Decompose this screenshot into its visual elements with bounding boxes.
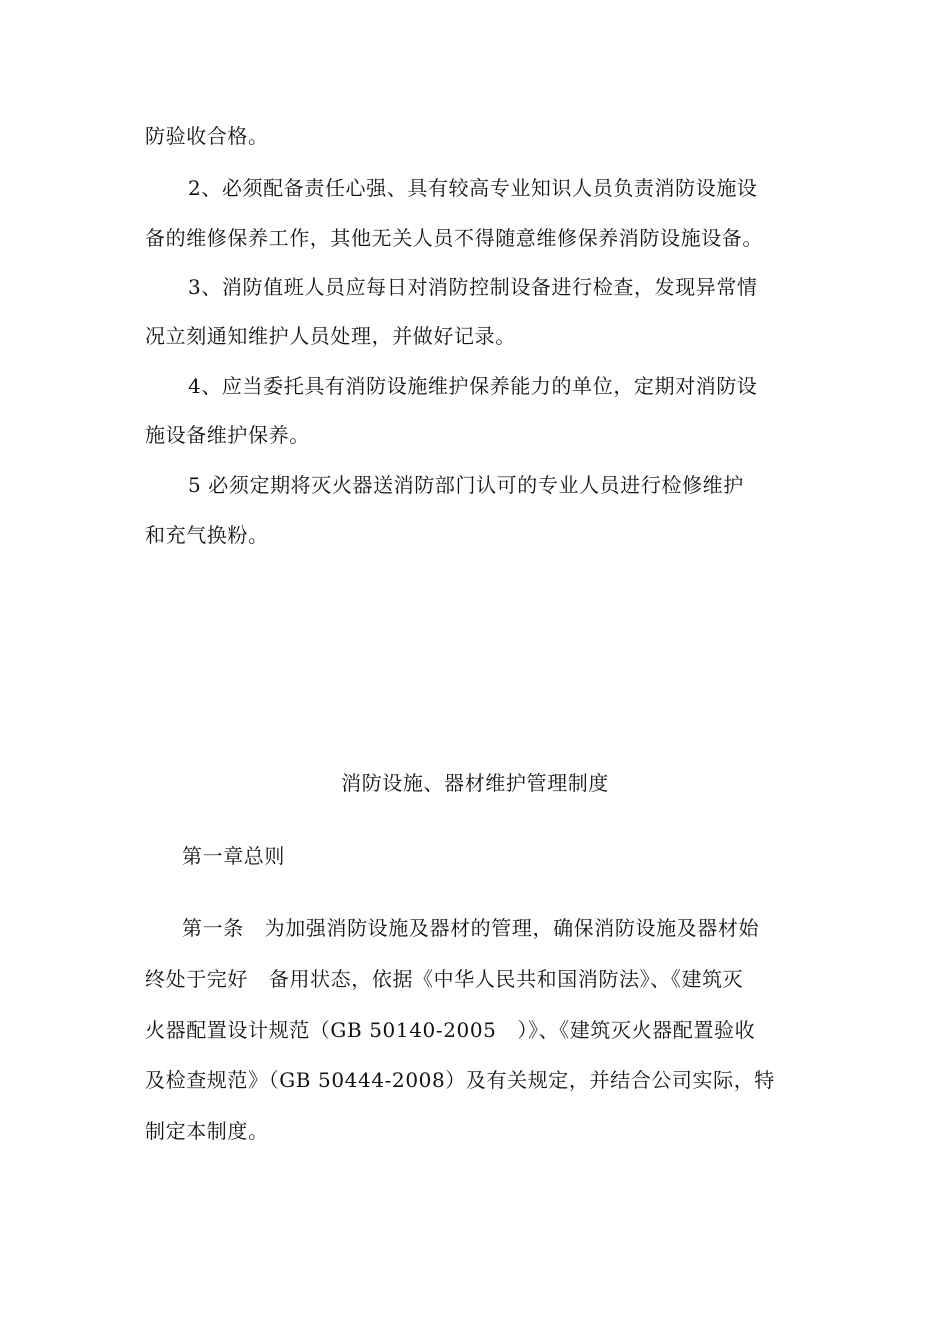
chapter-heading: 第一章总则 <box>182 844 285 868</box>
paragraph-line: 5 必须定期将灭火器送消防部门认可的专业人员进行检修维护 <box>188 473 744 497</box>
paragraph-line: 防验收合格。 <box>145 124 269 148</box>
paragraph-line: 2、必须配备责任心强、具有较高专业知识人员负责消防设施设 <box>188 176 758 200</box>
paragraph-line: 4、应当委托具有消防设施维护保养能力的单位，定期对消防设 <box>188 374 758 398</box>
paragraph-line: 和充气换粉。 <box>145 523 269 547</box>
paragraph-line: 及检查规范》（GB 50444-2008）及有关规定，并结合公司实际，特 <box>145 1068 775 1092</box>
paragraph-line: 终处于完好 备用状态，依据《中华人民共和国消防法》、《建筑灭 <box>145 967 744 991</box>
paragraph-line: 施设备维护保养。 <box>145 423 310 447</box>
paragraph-line: 制定本制度。 <box>145 1119 269 1143</box>
paragraph-line: 况立刻通知维护人员处理，并做好记录。 <box>145 324 516 348</box>
paragraph-line: 备的维修保养工作，其他无关人员不得随意维修保养消防设施设备。 <box>145 226 763 250</box>
paragraph-line: 3、消防值班人员应每日对消防控制设备进行检查，发现异常情 <box>188 275 758 299</box>
paragraph-line: 第一条 为加强消防设施及器材的管理，确保消防设施及器材始 <box>182 916 760 940</box>
paragraph-line: 火器配置设计规范（GB 50140-2005 ）》、《建筑灭火器配置验收 <box>145 1018 756 1042</box>
section-title: 消防设施、器材维护管理制度 <box>341 771 609 795</box>
